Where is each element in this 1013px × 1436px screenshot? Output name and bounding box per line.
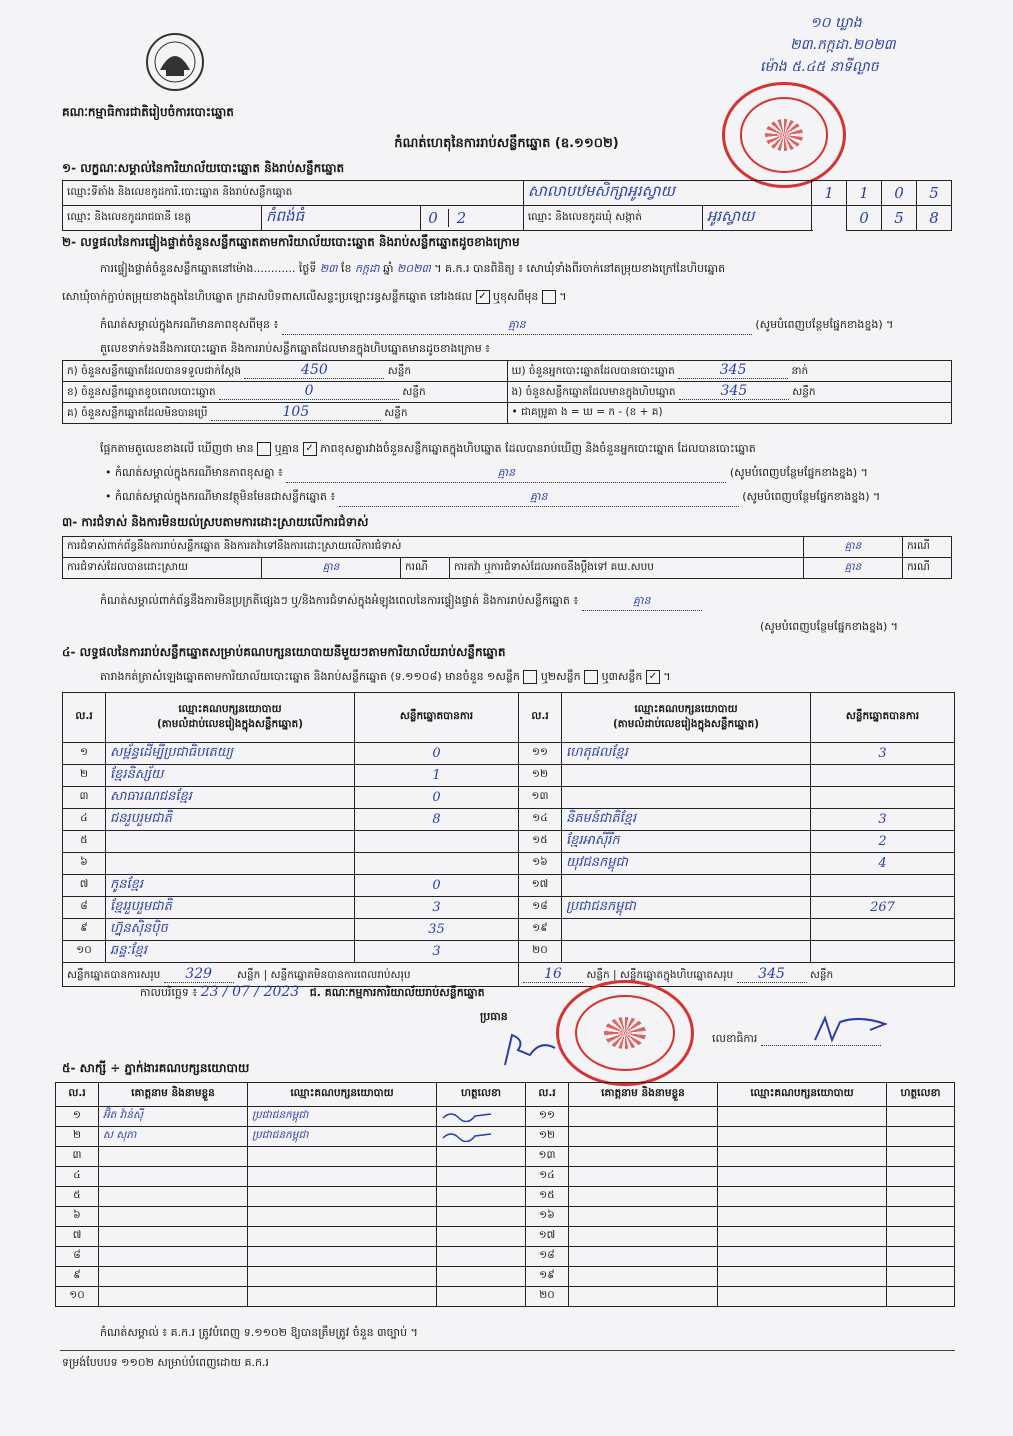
row-number: ៤ bbox=[63, 809, 106, 831]
table-row bbox=[56, 1247, 955, 1267]
summary-unit: នាក់ bbox=[791, 365, 809, 377]
verify-year: ២០២៣ bbox=[396, 262, 431, 275]
witness-signature bbox=[887, 1107, 955, 1127]
change-note-label: កំណត់សម្គាល់ក្នុងករណីមានភាពខុសពីមុន ៖ bbox=[100, 318, 279, 331]
seal-changed-checkbox[interactable] bbox=[542, 290, 556, 304]
party-votes: 35 bbox=[355, 919, 519, 941]
unit-case: ករណី bbox=[401, 558, 450, 579]
resolved-value: គ្មាន bbox=[262, 558, 401, 579]
table-row bbox=[63, 919, 955, 941]
date-label: កាលបរិច្ឆេទ ៖ bbox=[140, 986, 198, 999]
commune-code-digit: 5 bbox=[882, 206, 917, 231]
row-number: ៦ bbox=[63, 853, 106, 875]
match-text: ភាពខុសគ្នារវាងចំនួនសន្លឹកឆ្នោតក្នុងហិបឆ្នោត ដែលបានរាប់ឃើញ និងចំនួនអ្នកបោះឆ្នោត ដែលបានបោះឆ្នោត bbox=[320, 442, 756, 455]
witness-party bbox=[718, 1207, 887, 1227]
form-title: កំណត់ហេតុនៃការរាប់សន្លឹកឆ្នោត (ឧ.១១០២) bbox=[394, 136, 619, 151]
col-party bbox=[106, 693, 355, 743]
objection-table bbox=[62, 536, 952, 579]
row-number: ១៩ bbox=[519, 919, 562, 941]
col-name: គោត្តនាម និងនាមខ្លួន bbox=[99, 1083, 248, 1107]
witness-party bbox=[718, 1107, 887, 1127]
witness-party bbox=[718, 1227, 887, 1247]
table-row bbox=[63, 765, 955, 787]
col-party: ឈ្មោះគណបក្សនយោបាយ bbox=[718, 1083, 887, 1107]
witness-signature bbox=[887, 1267, 955, 1287]
party-name: ហ្វ៊ុនស៊ិនប៉ិច bbox=[106, 919, 355, 941]
section2-title: ២- លទ្ធផលនៃការផ្ទៀងផ្ទាត់ចំនួនសន្លឹកឆ្នោតតាមការិយាល័យបោះឆ្នោត និងរាប់សន្លឹកឆ្នោតដូចខាងក្រោម bbox=[62, 235, 520, 249]
witness-signature bbox=[887, 1247, 955, 1267]
diff-note-suffix: (សូមបំពេញបន្ថែមផ្នែកខាងខ្នង) ។ bbox=[729, 466, 868, 479]
row-number: ៩ bbox=[63, 919, 106, 941]
other-note-line bbox=[105, 490, 950, 507]
other-note-suffix: (សូមបំពេញបន្ថែមផ្នែកខាងខ្នង) ។ bbox=[742, 490, 881, 503]
party-votes: 267 bbox=[811, 897, 955, 919]
witness-name bbox=[569, 1247, 718, 1267]
party-name: យុវជនកម្ពុជា bbox=[562, 853, 811, 875]
witness-signature bbox=[887, 1207, 955, 1227]
change-note-suffix: (សូមបំពេញបន្ថែមផ្នែកខាងខ្នង) ។ bbox=[755, 318, 894, 331]
witness-name bbox=[569, 1187, 718, 1207]
party-votes bbox=[811, 941, 955, 963]
witness-note: កំណត់សម្គាល់ ៖ គ.ក.រ ត្រូវបំពេញ ទ.១១០២ ឱ្យបានត្រឹមត្រូវ ចំនួន ៣ច្បាប់ ។ bbox=[100, 1326, 418, 1339]
party-name: ជនរួបរួមជាតិ bbox=[106, 809, 355, 831]
diff-note-label: • កំណត់សម្គាល់ក្នុងករណីមានភាពខុសគ្នា ៖ bbox=[105, 466, 283, 479]
witness-party: ប្រជាជនកម្ពុជា bbox=[248, 1107, 437, 1127]
verify-day: ២៣ bbox=[319, 262, 338, 275]
party-name: ឆន្ទៈខ្មែរ bbox=[106, 941, 355, 963]
total-invalid-value: 16 bbox=[523, 966, 583, 983]
witness-name: ស សុភា bbox=[99, 1127, 248, 1147]
party-votes: 3 bbox=[811, 743, 955, 765]
summary-unit: សន្លឹក bbox=[792, 386, 816, 398]
witness-name bbox=[569, 1167, 718, 1187]
row-number: ៥ bbox=[63, 831, 106, 853]
party-votes: 3 bbox=[355, 941, 519, 963]
change-note-value: គ្មាន bbox=[282, 318, 752, 335]
witness-party bbox=[248, 1267, 437, 1287]
row-number: ៨ bbox=[56, 1247, 99, 1267]
col-no: ល.រ bbox=[519, 693, 562, 743]
col-party-label: ឈ្មោះគណបក្សនយោបាយ bbox=[634, 702, 738, 715]
col-no: ល.រ bbox=[56, 1083, 99, 1107]
voters-value: 345 bbox=[678, 362, 788, 379]
witness-signature bbox=[437, 1227, 526, 1247]
party-votes: 0 bbox=[355, 787, 519, 809]
row-number: ១ bbox=[63, 743, 106, 765]
section4-title: ៤- លទ្ធផលនៃការរាប់សន្លឹកឆ្នោតសម្រាប់គណបក្សនយោបាយនីមួយៗតាមការិយាល័យរាប់សន្លឹកឆ្នោត bbox=[62, 645, 506, 659]
witness-name bbox=[99, 1167, 248, 1187]
verify-text: ខែ bbox=[341, 262, 352, 275]
objection-value: គ្មាន bbox=[804, 537, 903, 558]
witness-name bbox=[569, 1227, 718, 1247]
row-number: ៥ bbox=[56, 1187, 99, 1207]
summary-unit: សន្លឹក bbox=[387, 365, 412, 377]
station-label: ឈ្មោះទីតាំង និងលេខកូដការិ.បោះឆ្នោត និងរាប់សន្លឹកឆ្នោត bbox=[63, 181, 524, 206]
appeal-label: ការតវ៉ា ឬការជំទាស់ដែលអាចនឹងប្តឹងទៅ គឃ.សបប bbox=[450, 558, 804, 579]
table-row bbox=[56, 1127, 955, 1147]
witness-name bbox=[569, 1207, 718, 1227]
row-number: ១៤ bbox=[519, 809, 562, 831]
witness-party bbox=[248, 1227, 437, 1247]
table-row bbox=[56, 1147, 955, 1167]
witness-signature bbox=[887, 1227, 955, 1247]
party-votes: 4 bbox=[811, 853, 955, 875]
witness-party bbox=[248, 1287, 437, 1307]
row-number: ២ bbox=[63, 765, 106, 787]
witness-signature bbox=[437, 1187, 526, 1207]
witness-signature bbox=[437, 1207, 526, 1227]
total-valid-value: 329 bbox=[164, 966, 234, 983]
party-name: ខ្មែររួបរួមជាតិ bbox=[106, 897, 355, 919]
commune-value: អូរស្វាយ bbox=[702, 206, 811, 231]
col-party-label: ឈ្មោះគណបក្សនយោបាយ bbox=[178, 702, 282, 715]
commune-code-digit: 0 bbox=[847, 206, 882, 231]
province-code-digit: 2 bbox=[448, 209, 473, 227]
date-value: 23 / 07 / 2023 bbox=[200, 984, 300, 1000]
province-label: ឈ្មោះ និងលេខកូដរាជធានី ខេត្ត bbox=[63, 206, 262, 231]
signature-mark bbox=[441, 1128, 501, 1142]
witness-signature bbox=[437, 1127, 526, 1147]
chair-label: ប្រធាន bbox=[480, 1010, 508, 1023]
table-row bbox=[63, 875, 955, 897]
receipt-note-line3: ម៉ោង ៥.៤៥ នាទីល្ងាច bbox=[760, 59, 879, 75]
row-number: ១៤ bbox=[526, 1167, 569, 1187]
sheet-count-line: តារាងកត់ត្រាសំឡេងឆ្នោតតាមការិយាល័យបោះឆ្នោត និងរាប់សន្លឹកឆ្នោត (ទ.១១០៨) មានចំនួន ១សន្លឹក ឬ២សន្លឹក ឬ៣សន្លឹក ✓ ។ bbox=[100, 670, 671, 683]
party-name bbox=[106, 831, 355, 853]
irregularity-suffix: (សូមបំពេញបន្ថែមផ្នែកខាងខ្នង) ។ bbox=[760, 620, 899, 633]
row-number: ៦ bbox=[56, 1207, 99, 1227]
box-ballots-value: 345 bbox=[679, 383, 789, 400]
section1-title: ១- លក្ខណៈសម្គាល់នៃការិយាល័យបោះឆ្នោត និងរាប់សន្លឹកឆ្នោត bbox=[62, 161, 345, 175]
commune-label: ឈ្មោះ និងលេខកូដឃុំ សង្កាត់ bbox=[523, 206, 702, 231]
col-sign: ហត្ថលេខា bbox=[437, 1083, 526, 1107]
province-value: កំពង់ធំ bbox=[262, 206, 421, 231]
has-difference-checkbox[interactable] bbox=[257, 442, 271, 456]
other-note-value: គ្មាន bbox=[339, 490, 739, 507]
province-code-digit: 0 bbox=[428, 209, 438, 227]
party-name bbox=[562, 787, 811, 809]
summary-unit: សន្លឹក bbox=[402, 386, 426, 398]
diff-note-value: គ្មាន bbox=[286, 466, 726, 483]
total-invalid-label: សន្លឹកឆ្នោតមិនបានការពេលរាប់សរុប bbox=[270, 968, 411, 981]
party-name: ប្រជាជនកម្ពុជា bbox=[562, 897, 811, 919]
witness-signature bbox=[437, 1107, 526, 1127]
witness-name: អ៊ិត វ៉ាន់ស៊ី bbox=[99, 1107, 248, 1127]
witness-party bbox=[718, 1247, 887, 1267]
summary-label: ង) ចំនួនសន្លឹកឆ្នោតដែលមានក្នុងហិបឆ្នោត bbox=[511, 386, 676, 398]
witness-party bbox=[718, 1267, 887, 1287]
match-line bbox=[100, 442, 756, 458]
table-row bbox=[56, 1107, 955, 1127]
row-number: ១២ bbox=[526, 1127, 569, 1147]
row-number: ៨ bbox=[63, 897, 106, 919]
party-name: ខ្មែរនិស្ស័យ bbox=[106, 765, 355, 787]
verify-text: សោឃុំចាក់ភ្ជាប់តម្រុយខាងក្នុងនៃហិបឆ្នោត ក្រដាសបិទពាសលើសន្ទះប្រឡោះរន្ធសន្លឹកឆ្នោត នៅរងផល bbox=[62, 290, 472, 303]
irregularity-label: កំណត់សម្គាល់ពាក់ព័ន្ធនឹងការមិនប្រក្រតីផ្សេងៗ ឬ/និងការជំទាស់ក្នុងអំឡុងពេលនៃការផ្ទៀងផ្ទាត់ និងការរាប់សន្លឹកឆ្នោត ៖ bbox=[100, 594, 579, 607]
party-name: សម្ព័ន្ធដើម្បីប្រជាធិបតេយ្យ bbox=[106, 743, 355, 765]
other-note-label: • កំណត់សម្គាល់ក្នុងករណីមានវត្ថុមិនមែនជាសន្លឹកឆ្នោត ៖ bbox=[105, 490, 336, 503]
irregularity-value: គ្មាន bbox=[582, 594, 702, 611]
signature-mark bbox=[441, 1108, 501, 1122]
table-row bbox=[63, 853, 955, 875]
summary-label: ឃ) ចំនួនអ្នកបោះឆ្នោតដែលបានបោះឆ្នោត bbox=[511, 365, 675, 377]
sign-header: ជ. គណៈកម្មការការិយាល័យរាប់សន្លឹកឆ្នោត bbox=[309, 986, 485, 999]
received-ballots-value: 450 bbox=[244, 362, 384, 379]
no-difference-checkbox[interactable]: ✓ bbox=[303, 442, 317, 456]
witness-signature bbox=[437, 1247, 526, 1267]
party-votes: 8 bbox=[355, 809, 519, 831]
unit-case: ករណី bbox=[903, 537, 952, 558]
witness-signature bbox=[887, 1187, 955, 1207]
witness-name bbox=[99, 1147, 248, 1167]
verify-text: ឆ្នាំ bbox=[382, 262, 394, 275]
unit-sheet: សន្លឹក bbox=[809, 968, 834, 981]
col-party: ឈ្មោះគណបក្សនយោបាយ bbox=[248, 1083, 437, 1107]
party-votes bbox=[811, 765, 955, 787]
row-number: ១៥ bbox=[526, 1187, 569, 1207]
nec-emblem-icon bbox=[140, 30, 210, 94]
party-name bbox=[562, 941, 811, 963]
party-results-table: ល.រ ឈ្មោះគណបក្សនយោបាយ (តាមលំដាប់លេខរៀងក្នុងសន្លឹកឆ្នោត) សន្លឹកឆ្នោតបានការ ល.រ ឈ្មោះគណបក្សនយោបាយ (តាមលំដាប់លេខរៀងក្នុងសន្លឹកឆ្នោត) សន្លឹកឆ្នោតបានការ ១ សម្ព័ន្ធដើម្បីប្រជាធិបតេយ្យ 0 ១១ ហេតុផលខ្មែរ 3 ២ ខ្មែរនិស្ស័យ 1 ១២ ៣ សាធារណជនខ្មែរ 0 ១៣ ៤ ជនរួបរួមជាតិ 8 ១៤ និគមន៍ជាតិខ្មែរ 3 ៥ ១៥ ខ្មែរអាស៊ីរីក 2 ៦ ១៦ យុវជនកម្ពុជា 4 ៧ កូនខ្មែរ 0 ១៧ ៨ ខ្មែររួបរួមជាតិ 3 ១៨ ប្រជាជនកម្ពុជា 267 ៩ ហ្វ៊ុនស៊ិនប៉ិច 35 ១៩ ១០ ឆន្ទៈខ្មែរ 3 ២០ សន្លឹកឆ្នោតបានការសរុប 329 សន្លឹក | សន្លឹកឆ្នោតមិនបានការពេលរាប់សរុប 16 សន្លឹក | សន្លឹកឆ្នោតក្នុងហិបឆ្នោតសរុប 345 សន្លឹក bbox=[62, 692, 955, 987]
witness-name bbox=[99, 1287, 248, 1307]
total-valid-label: សន្លឹកឆ្នោតបានការសរុប bbox=[67, 968, 161, 981]
witness-party bbox=[718, 1167, 887, 1187]
col-name: គោត្តនាម និងនាមខ្លួន bbox=[569, 1083, 718, 1107]
section5-title: ៥- សាក្សី ÷ ភ្នាក់ងារគណបក្សនយោបាយ bbox=[62, 1061, 250, 1075]
verify-line bbox=[100, 262, 725, 278]
match-text: ឬគ្មាន bbox=[274, 442, 300, 455]
irregularity-note bbox=[100, 594, 702, 611]
party-votes: 3 bbox=[355, 897, 519, 919]
party-name bbox=[562, 875, 811, 897]
match-text: ផ្អែកតាមតួលេខខាងលើ ឃើញថា មាន bbox=[100, 442, 254, 455]
row-number: ១ bbox=[56, 1107, 99, 1127]
row-number: ២ bbox=[56, 1127, 99, 1147]
witness-signature bbox=[887, 1167, 955, 1187]
party-name: សាធារណជនខ្មែរ bbox=[106, 787, 355, 809]
witness-name bbox=[99, 1267, 248, 1287]
party-name: ខ្មែរអាស៊ីរីក bbox=[562, 831, 811, 853]
party-name bbox=[106, 853, 355, 875]
witness-party bbox=[248, 1147, 437, 1167]
witness-party bbox=[248, 1247, 437, 1267]
col-party-sub: (តាមលំដាប់លេខរៀងក្នុងសន្លឹកឆ្នោត) bbox=[156, 717, 304, 730]
spoiled-ballots-value: 0 bbox=[219, 383, 399, 400]
objection-label: ការជំទាស់ពាក់ព័ន្ធនឹងការរាប់សន្លឹកឆ្នោត និងការតវ៉ាទៅនឹងការដោះស្រាយលើការជំទាស់ bbox=[63, 537, 804, 558]
two-sheet-checkbox[interactable] bbox=[584, 670, 598, 684]
row-number: ១១ bbox=[519, 743, 562, 765]
party-votes: 2 bbox=[811, 831, 955, 853]
table-row bbox=[63, 743, 955, 765]
witness-signature bbox=[437, 1167, 526, 1187]
col-votes: សន្លឹកឆ្នោតបានការ bbox=[355, 693, 519, 743]
row-number: ១២ bbox=[519, 765, 562, 787]
summary-unit: សន្លឹក bbox=[384, 407, 408, 419]
footer-rule bbox=[60, 1350, 955, 1351]
station-code-digit: 1 bbox=[847, 181, 882, 206]
party-votes bbox=[355, 831, 519, 853]
row-number: ១៧ bbox=[519, 875, 562, 897]
row-number: ១៦ bbox=[519, 853, 562, 875]
witness-signature bbox=[437, 1267, 526, 1287]
row-number: ២០ bbox=[526, 1287, 569, 1307]
col-party bbox=[562, 693, 811, 743]
total-box-value: 345 bbox=[737, 966, 807, 983]
sheet-count-text: តារាងកត់ត្រាសំឡេងឆ្នោតតាមការិយាល័យបោះឆ្នោត និងរាប់សន្លឹកឆ្នោត (ទ.១១០៨) មានចំនួន ១សន្លឹក bbox=[100, 670, 520, 683]
secretary-label: លេខាធិការ bbox=[712, 1032, 758, 1045]
verify-month: កក្កដា bbox=[355, 262, 380, 275]
party-votes: 0 bbox=[355, 875, 519, 897]
row-number: ៤ bbox=[56, 1167, 99, 1187]
party-votes: 1 bbox=[355, 765, 519, 787]
verify-text: ការផ្ទៀងផ្ទាត់ចំនួនសន្លឹកឆ្នោតនៅម៉ោង............ ថ្ងៃទី bbox=[100, 262, 317, 275]
verify-line2: សោឃុំចាក់ភ្ជាប់តម្រុយខាងក្នុងនៃហិបឆ្នោត ក្រដាសបិទពាសលើសន្ទះប្រឡោះរន្ធសន្លឹកឆ្នោត នៅរងផល ✓ ឬខុសពីមុន ។ bbox=[62, 290, 567, 303]
witness-name bbox=[569, 1287, 718, 1307]
row-number: ១៣ bbox=[519, 787, 562, 809]
row-number: ១០ bbox=[56, 1287, 99, 1307]
receipt-note-line1: ១០ ឃ្លាង bbox=[810, 15, 862, 31]
red-seal-stamp-bottom bbox=[556, 980, 694, 1086]
row-number: ១១ bbox=[526, 1107, 569, 1127]
table-row bbox=[56, 1267, 955, 1287]
table-row bbox=[63, 809, 955, 831]
committee-name: គណៈកម្មាធិការជាតិរៀបចំការបោះឆ្នោត bbox=[62, 105, 234, 119]
party-votes: 0 bbox=[355, 743, 519, 765]
station-code-digit: 5 bbox=[917, 181, 952, 206]
row-number: ៩ bbox=[56, 1267, 99, 1287]
summary-label: គ) ចំនួនសន្លឹកឆ្នោតដែលមិនបានប្រើ bbox=[67, 407, 208, 419]
footer-text: ទម្រង់បែបបទ ១១០២ សម្រាប់បំពេញដោយ គ.ក.រ bbox=[62, 1356, 269, 1369]
witness-name bbox=[99, 1227, 248, 1247]
verify-text: ឬខុសពីមុន bbox=[493, 290, 539, 303]
diff-note-line bbox=[105, 466, 950, 483]
col-sign: ហត្ថលេខា bbox=[887, 1083, 955, 1107]
row-number: ១៣ bbox=[526, 1147, 569, 1167]
row-number: ១០ bbox=[63, 941, 106, 963]
row-number: ៣ bbox=[56, 1147, 99, 1167]
row-number: ១៥ bbox=[519, 831, 562, 853]
table-row bbox=[56, 1287, 955, 1307]
row-number: ១៦ bbox=[526, 1207, 569, 1227]
row-number: ១៨ bbox=[519, 897, 562, 919]
party-votes bbox=[811, 919, 955, 941]
witness-name bbox=[569, 1127, 718, 1147]
witness-name bbox=[569, 1147, 718, 1167]
seal-intact-checkbox[interactable]: ✓ bbox=[476, 290, 490, 304]
witness-party bbox=[248, 1167, 437, 1187]
witness-party bbox=[718, 1127, 887, 1147]
party-votes bbox=[811, 787, 955, 809]
row-number: ៧ bbox=[63, 875, 106, 897]
formula-label: ជាគម្រូគា ង = ឃ = ក - (ខ + គ) bbox=[521, 405, 663, 418]
sheet-count-text: ឬ២សន្លឹក bbox=[540, 670, 581, 683]
party-name: កូនខ្មែរ bbox=[106, 875, 355, 897]
witness-party bbox=[718, 1287, 887, 1307]
table-row bbox=[56, 1207, 955, 1227]
summary-intro: តួលេខទាក់ទងនឹងការបោះឆ្នោត និងការរាប់សន្លឹកឆ្នោតដែលមានក្នុងហិបឆ្នោតមានដូចខាងក្រោម ៖ bbox=[100, 342, 491, 355]
witness-name bbox=[99, 1187, 248, 1207]
table-row bbox=[63, 941, 955, 963]
party-votes: 3 bbox=[811, 809, 955, 831]
row-number: ១៧ bbox=[526, 1227, 569, 1247]
witness-party bbox=[248, 1187, 437, 1207]
col-no: ល.រ bbox=[526, 1083, 569, 1107]
table-row bbox=[56, 1167, 955, 1187]
party-name: ហេតុផលខ្មែរ bbox=[562, 743, 811, 765]
col-votes: សន្លឹកឆ្នោតបានការ bbox=[811, 693, 955, 743]
sheet-count-text: ឬ៣សន្លឹក bbox=[601, 670, 643, 683]
party-name bbox=[562, 765, 811, 787]
station-value: សាលាបឋមសិក្សាអូរស្វាយ bbox=[523, 181, 811, 206]
summary-label: ខ) ចំនួនសន្លឹកឆ្នោតខូចពេលបោះឆ្នោត bbox=[67, 386, 216, 398]
witness-party bbox=[718, 1187, 887, 1207]
witness-signature bbox=[887, 1287, 955, 1307]
unit-sheet: សន្លឹក bbox=[586, 968, 610, 981]
witness-name bbox=[569, 1267, 718, 1287]
party-name: និគមន៍ជាតិខ្មែរ bbox=[562, 809, 811, 831]
witness-party bbox=[718, 1147, 887, 1167]
table-row bbox=[56, 1187, 955, 1207]
col-party-sub: (តាមលំដាប់លេខរៀងក្នុងសន្លឹកឆ្នោត) bbox=[612, 717, 760, 730]
row-number: ៧ bbox=[56, 1227, 99, 1247]
table-row bbox=[63, 787, 955, 809]
party-name bbox=[562, 919, 811, 941]
unused-ballots-value: 105 bbox=[211, 404, 381, 421]
witness-table bbox=[55, 1082, 955, 1307]
witness-signature bbox=[437, 1287, 526, 1307]
table-row bbox=[56, 1227, 955, 1247]
row-number: ៣ bbox=[63, 787, 106, 809]
station-id-table bbox=[62, 180, 952, 231]
one-sheet-checkbox[interactable] bbox=[523, 670, 537, 684]
station-code-digit: 1 bbox=[812, 181, 847, 206]
three-sheet-checkbox[interactable]: ✓ bbox=[646, 670, 660, 684]
resolved-label: ការជំទាស់ដែលបានដោះស្រាយ bbox=[63, 558, 262, 579]
witness-name bbox=[569, 1107, 718, 1127]
witness-name bbox=[99, 1247, 248, 1267]
ballot-summary-table: ក) ចំនួនសន្លឹកឆ្នោតដែលបានទទួលជាក់ស្តែង 450 សន្លឹក ឃ) ចំនួនអ្នកបោះឆ្នោតដែលបានបោះឆ្នោត 345 នាក់ ខ) ចំនួនសន្លឹកឆ្នោតខូចពេលបោះឆ្នោត 0 សន្លឹក ង) ចំនួនសន្លឹកឆ្នោតដែលមានក្នុងហិបឆ្នោត 345 សន្លឹក គ) ចំនួនសន្លឹកឆ្នោតដែលមិនបានប្រើ 105 សន្លឹក • ជាគម្រូគា ង = ឃ = ក - (ខ + គ) bbox=[62, 360, 952, 424]
receipt-note-line2: ២៣.កក្កដា.២០២៣ bbox=[790, 37, 896, 53]
witness-party: ប្រជាជនកម្ពុជា bbox=[248, 1127, 437, 1147]
table-row bbox=[63, 831, 955, 853]
witness-name bbox=[99, 1207, 248, 1227]
row-number: ១៩ bbox=[526, 1267, 569, 1287]
secretary-signature bbox=[810, 1010, 900, 1050]
commune-code-digit: 8 bbox=[917, 206, 952, 231]
witness-party bbox=[248, 1207, 437, 1227]
date-line bbox=[140, 984, 485, 1002]
witness-signature bbox=[887, 1127, 955, 1147]
appeal-value: គ្មាន bbox=[804, 558, 903, 579]
party-votes bbox=[811, 875, 955, 897]
station-code-digit: 0 bbox=[882, 181, 917, 206]
summary-label: ក) ចំនួនសន្លឹកឆ្នោតដែលបានទទួលជាក់ស្តែង bbox=[67, 365, 242, 377]
total-box-label: សន្លឹកឆ្នោតក្នុងហិបឆ្នោតសរុប bbox=[619, 968, 734, 981]
verify-text: ។ គ.ក.រ បានពិនិត្យ ៖ សោឃុំទាំងពីរចាក់នៅតម្រុយខាងក្រៅនៃហិបឆ្នោត bbox=[434, 262, 726, 275]
col-no: ល.រ bbox=[63, 693, 106, 743]
row-number: ២០ bbox=[519, 941, 562, 963]
table-row bbox=[63, 897, 955, 919]
unit-case: ករណី bbox=[903, 558, 952, 579]
unit-sheet: សន្លឹក bbox=[237, 968, 261, 981]
party-votes bbox=[355, 853, 519, 875]
witness-signature bbox=[437, 1147, 526, 1167]
section3-title: ៣- ការជំទាស់ និងការមិនយល់ស្របតាមការដោះស្រាយលើការជំទាស់ bbox=[62, 515, 369, 529]
row-number: ១៨ bbox=[526, 1247, 569, 1267]
witness-signature bbox=[887, 1147, 955, 1167]
change-note-line bbox=[100, 318, 950, 335]
